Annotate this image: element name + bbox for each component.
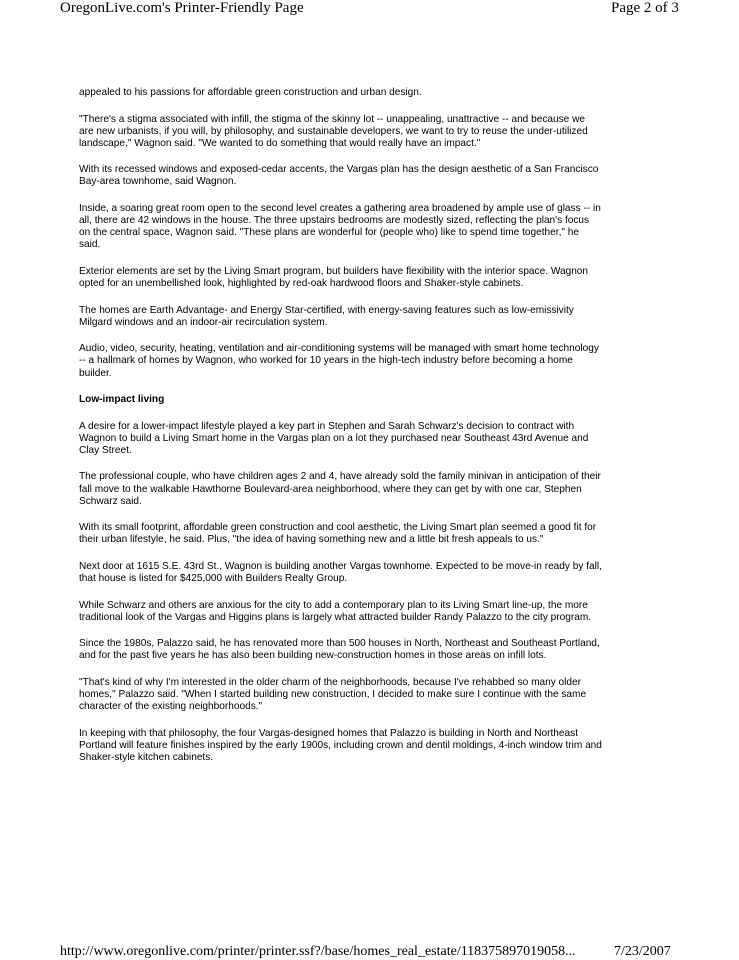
article-paragraph: With its small footprint, affordable green construction and cool aesthetic, the Living Smart plan seemed a good fit for their urban lifestyle, he said. Plus, "the idea of having something new and a little bit fresh appeals to us." — [79, 522, 597, 546]
article-paragraph: Inside, a soaring great room open to the second level creates a gathering area broadened by ample use of glass -- in all, there are 42 windows in the house. The three upstairs bedrooms are modestly sized, reflecting the plan's focus on the central space, Wagnon said. "These plans are wonderful for (people who) like to spend time together," he said. — [79, 203, 601, 251]
article-paragraph: Exterior elements are set by the Living Smart program, but builders have flexibility with the interior space. Wagnon opted for an unembellished look, highlighted by red-oak hardwood floors and Shaker-style cabinets. — [79, 265, 589, 290]
article-body — [79, 87, 602, 779]
page-number: Page 2 of 3 — [611, 0, 679, 16]
article-paragraph: With its recessed windows and exposed-cedar accents, the Vargas plan has the design aesthetic of a San Francisco Bay-area townhome, said Wagnon. — [79, 164, 599, 188]
article-paragraph: Next door at 1615 S.E. 43rd St., Wagnon is building another Vargas townhome. Expected to be move-in ready by fall, that house is listed for $425,000 with Builders Realty Group. — [79, 560, 602, 585]
article-paragraph: Audio, video, security, heating, ventilation and air-conditioning systems will be managed with smart home technology -- a hallmark of homes by Wagnon, who worked for 10 years in the high-tech industry before becoming a home builder. — [79, 343, 599, 379]
footer-date: 7/23/2007 — [614, 944, 671, 959]
article-paragraph: "That's kind of why I'm interested in the older charm of the neighborhoods, because I've rehabbed so many older homes," Palazzo said. "When I started building new construction, I decided to make sure I continue with the same character of the existing neighborhoods." — [79, 677, 587, 713]
footer-url: http://www.oregonlive.com/printer/printer.ssf?/base/homes_real_estate/118375897019058... — [60, 944, 576, 959]
article-paragraph: While Schwarz and others are anxious for the city to add a contemporary plan to its Living Smart line-up, the more traditional look of the Vargas and Higgins plans is largely what attracted builder Randy Palazzo to the city program. — [79, 599, 592, 623]
article-paragraph: In keeping with that philosophy, the four Vargas-designed homes that Palazzo is building in North and Northeast Portland will feature finishes inspired by the early 1900s, including crown and dentil moldings, 4-inch window trim and Shaker-style kitchen cabinets. — [79, 727, 602, 763]
article-paragraph: appealed to his passions for affordable green construction and urban design. — [79, 87, 422, 98]
section-heading: Low-impact living — [79, 394, 165, 406]
article-paragraph: The homes are Earth Advantage- and Energy Star-certified, with energy-saving features such as low-emissivity Milgard windows and an indoor-air recirculation system. — [79, 304, 574, 328]
article-paragraph: The professional couple, who have children ages 2 and 4, have already sold the family minivan in anticipation of their fall move to the walkable Hawthorne Boulevard-area neighborhood, where they can get by with one car, Stephen Schwarz said. — [79, 471, 601, 507]
article-paragraph: Since the 1980s, Palazzo said, he has renovated more than 500 houses in North, Northeast and Southeast Portland, and for the past five years he has also been building new-construction homes in those areas on infill lots. — [79, 638, 600, 662]
page-header-title: OregonLive.com's Printer-Friendly Page — [60, 0, 304, 16]
article-paragraph: "There's a stigma associated with infill, the stigma of the skinny lot -- unappealing, unattractive -- and because we are new urbanists, if you will, by philosophy, and sustainable developers, we want to try to reuse the under-utilized landscape," Wagnon said. "We wanted to do something that would really have an impact." — [79, 113, 588, 149]
article-paragraph: A desire for a lower-impact lifestyle played a key part in Stephen and Sarah Schwarz's decision to contract with Wagnon to build a Living Smart home in the Vargas plan on a lot they purchased near Southeast 43rd Avenue and Clay Street. — [79, 420, 589, 456]
